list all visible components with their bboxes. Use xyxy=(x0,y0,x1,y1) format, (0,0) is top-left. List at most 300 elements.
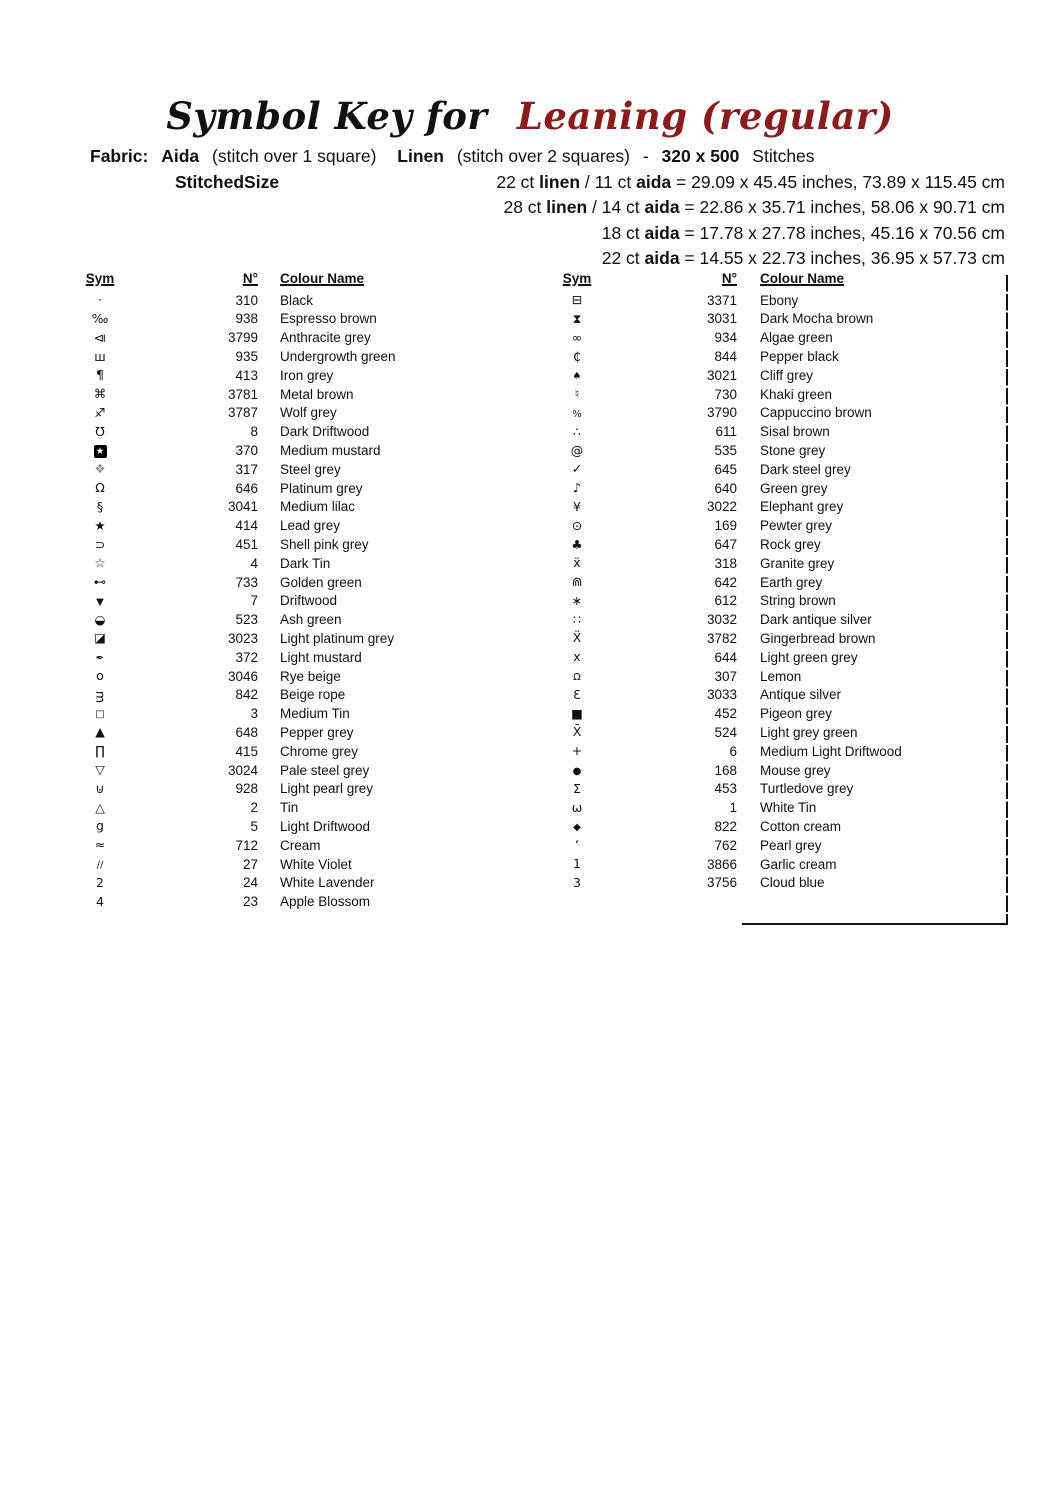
number-cell: 3799 xyxy=(227,330,258,346)
header-number xyxy=(599,272,737,286)
symbol-cell xyxy=(555,329,599,345)
number-cell: 640 xyxy=(714,480,737,496)
symbol-row xyxy=(80,347,510,366)
symbol-cell xyxy=(80,893,120,909)
symbol-row xyxy=(80,893,510,912)
symbol-row xyxy=(555,648,1008,667)
symbol-row xyxy=(80,799,510,818)
fabric-separator: - xyxy=(642,146,649,166)
table-header xyxy=(555,272,1008,291)
stitch-symbol: % xyxy=(572,408,582,420)
size-text: / 11 ct xyxy=(580,172,637,192)
symbol-cell xyxy=(555,482,599,495)
symbol-cell xyxy=(80,404,120,420)
colour-name-cell: Lead grey xyxy=(280,518,341,534)
stitch-symbol: ⧏ xyxy=(93,329,107,345)
symbol-cell xyxy=(555,517,599,533)
header-colour-name xyxy=(760,272,844,286)
symbol-cell xyxy=(80,595,120,608)
symbol-row xyxy=(80,554,510,573)
header-sym xyxy=(555,272,599,286)
number-cell: 822 xyxy=(714,818,737,834)
symbol-row xyxy=(80,629,510,648)
symbol-row xyxy=(555,291,1008,310)
stitch-symbol: ☆ xyxy=(94,555,106,571)
symbol-row xyxy=(555,874,1008,893)
symbol-cell xyxy=(555,369,599,382)
number-cell: 3787 xyxy=(227,405,258,421)
colour-name-cell: Wolf grey xyxy=(280,405,337,421)
number-cell: 523 xyxy=(235,612,258,628)
symbol-row xyxy=(80,385,510,404)
symbol-row xyxy=(80,291,510,310)
number-cell: 3024 xyxy=(227,762,258,778)
colour-name-cell: Pepper grey xyxy=(280,724,354,740)
number-cell: 644 xyxy=(714,649,737,665)
symbol-cell xyxy=(80,764,120,777)
symbol-cell xyxy=(80,310,120,326)
symbol-cell xyxy=(555,294,599,307)
number-cell: 24 xyxy=(242,875,258,891)
stitch-symbol: ⋒ xyxy=(571,574,583,590)
number-cell: 3371 xyxy=(706,292,737,308)
symbol-row xyxy=(555,592,1008,611)
number-cell: 935 xyxy=(235,349,258,365)
symbol-cell xyxy=(555,745,599,758)
symbol-cell xyxy=(555,764,599,777)
size-text: = 17.78 x 27.78 inches, 45.16 x 70.56 cm xyxy=(679,222,1005,243)
stitch-symbol: o xyxy=(96,668,104,684)
stitch-symbol: · xyxy=(98,292,102,308)
stitch-symbol: ẍ xyxy=(573,555,581,571)
number-cell: 938 xyxy=(235,311,258,327)
stitch-symbol: ᴟ xyxy=(96,686,104,702)
number-cell: 762 xyxy=(714,837,737,853)
table-body-left xyxy=(80,291,510,911)
colour-name-cell: Apple Blossom xyxy=(280,894,371,910)
colour-name-cell: Driftwood xyxy=(280,593,338,609)
symbol-cell xyxy=(80,444,120,458)
symbol-cell xyxy=(80,726,120,739)
colour-name-cell: Anthracite grey xyxy=(280,330,371,346)
number-cell: 452 xyxy=(714,706,737,722)
symbol-row xyxy=(80,517,510,536)
stitch-symbol: ≈ xyxy=(94,837,106,853)
number-cell: 3021 xyxy=(706,367,737,383)
symbol-cell xyxy=(555,576,599,589)
stitch-symbol: ¥ xyxy=(573,498,581,514)
header-colour-name-label: Colour Name xyxy=(760,271,845,286)
colour-name-cell: Medium lilac xyxy=(280,499,356,515)
stitch-symbol: ∷ xyxy=(573,611,581,627)
stitch-symbol: Ẍ xyxy=(572,630,582,646)
symbol-row xyxy=(555,517,1008,536)
size-line xyxy=(175,195,1005,220)
size-text: 22 ct xyxy=(496,172,540,192)
stitch-symbol: ⊟ xyxy=(571,292,583,308)
colour-name-cell: Platinum grey xyxy=(280,480,363,496)
stitch-symbol: ♪ xyxy=(573,480,581,496)
size-fabric-bold: linen xyxy=(546,197,588,218)
number-cell: 307 xyxy=(714,668,737,684)
number-cell: 2 xyxy=(250,800,258,816)
stitch-symbol: 2 xyxy=(96,874,104,890)
number-cell: 646 xyxy=(235,480,258,496)
symbol-row xyxy=(555,385,1008,404)
colour-name-cell: Light green grey xyxy=(760,649,858,665)
colour-name-cell: Stone grey xyxy=(760,443,826,459)
symbol-row xyxy=(555,611,1008,630)
fabric-line xyxy=(90,146,815,167)
symbol-row xyxy=(80,742,510,761)
symbol-cell xyxy=(80,611,120,627)
symbol-cell xyxy=(555,557,599,570)
number-cell: 3866 xyxy=(706,856,737,872)
colour-name-cell: Pigeon grey xyxy=(760,706,833,722)
symbol-cell xyxy=(555,780,599,796)
size-fabric-bold: aida xyxy=(644,222,680,243)
number-cell: 612 xyxy=(714,593,737,609)
size-line xyxy=(175,170,1005,195)
colour-name-cell: Chrome grey xyxy=(280,743,359,759)
number-cell: 415 xyxy=(235,743,258,759)
colour-name-cell: Dark steel grey xyxy=(760,461,851,477)
stitch-symbol: 4 xyxy=(96,893,104,909)
colour-name-cell: Metal brown xyxy=(280,386,354,402)
symbol-row xyxy=(555,366,1008,385)
symbol-row xyxy=(80,855,510,874)
number-cell: 5 xyxy=(250,818,258,834)
symbol-cell xyxy=(555,423,599,439)
number-cell: 8 xyxy=(250,424,258,440)
stitch-symbol: ∗ xyxy=(571,592,583,608)
symbol-row xyxy=(555,404,1008,423)
stitch-symbol: 3 xyxy=(573,874,581,890)
colour-name-cell: Dark antique silver xyxy=(760,612,872,628)
symbol-cell xyxy=(80,576,120,589)
number-cell: 3033 xyxy=(706,687,737,703)
number-cell: 3782 xyxy=(706,630,737,646)
number-cell: 6 xyxy=(729,743,737,759)
colour-name-cell: Dark Tin xyxy=(280,555,331,571)
stitch-symbol: ■ xyxy=(571,705,583,721)
stitch-symbol: ♐ xyxy=(94,404,106,420)
size-text: 18 ct xyxy=(601,222,645,243)
symbol-row xyxy=(80,648,510,667)
colour-name-cell: Dark Mocha brown xyxy=(760,311,874,327)
number-cell: 370 xyxy=(235,443,258,459)
colour-name-cell: Tin xyxy=(280,800,299,816)
symbol-row xyxy=(555,705,1008,724)
page-title xyxy=(0,94,1060,138)
number-cell: 318 xyxy=(714,555,737,571)
size-fabric-bold: linen xyxy=(539,172,581,192)
number-cell: 647 xyxy=(714,537,737,552)
size-text: = 14.55 x 22.73 inches, 36.95 x 57.73 cm xyxy=(679,248,1005,269)
number-cell: 168 xyxy=(714,762,737,778)
number-cell: 27 xyxy=(242,856,258,872)
colour-name-cell: Rock grey xyxy=(760,537,821,552)
stitch-symbol: ◒ xyxy=(94,611,106,627)
symbol-table-left xyxy=(80,272,510,911)
stitched-size-label: StitchedSize xyxy=(175,172,280,192)
number-cell: 3041 xyxy=(227,499,258,515)
stitch-symbol: ⊃ xyxy=(94,536,106,552)
symbol-cell xyxy=(555,463,599,476)
size-fabric-bold: aida xyxy=(644,248,680,269)
colour-name-cell: Espresso brown xyxy=(280,311,377,327)
colour-name-cell: Light Driftwood xyxy=(280,818,371,834)
number-cell: 3 xyxy=(250,706,258,722)
number-cell: 524 xyxy=(714,724,737,740)
symbol-row xyxy=(555,855,1008,874)
symbol-cell xyxy=(555,651,599,664)
fabric-option-linen-note: (stitch over 2 squares) xyxy=(456,146,630,166)
stitch-symbol: g xyxy=(96,818,104,834)
symbol-row xyxy=(80,535,510,554)
header-number-label: N° xyxy=(242,271,258,286)
number-cell: 645 xyxy=(714,461,737,477)
number-cell: 7 xyxy=(250,593,258,609)
symbol-cell xyxy=(555,799,599,815)
symbol-cell xyxy=(80,517,120,533)
symbol-row xyxy=(80,329,510,348)
stitch-symbol: △ xyxy=(95,799,105,815)
symbol-cell xyxy=(80,632,120,645)
number-cell: 317 xyxy=(235,461,258,477)
colour-name-cell: Medium Tin xyxy=(280,706,350,722)
colour-name-cell: Earth grey xyxy=(760,574,823,590)
number-cell: 23 xyxy=(242,894,258,910)
size-line xyxy=(175,221,1005,246)
symbol-row xyxy=(555,836,1008,855)
symbol-row xyxy=(555,310,1008,329)
number-cell: 730 xyxy=(714,386,737,402)
symbol-cell xyxy=(555,498,599,514)
symbol-cell xyxy=(80,799,120,815)
symbol-cell xyxy=(80,686,120,702)
colour-name-cell: Ash green xyxy=(280,612,342,628)
symbol-row xyxy=(555,347,1008,366)
title-pattern-name: Leaning (regular) xyxy=(516,94,894,138)
stitch-symbol: ✓ xyxy=(571,461,583,477)
colour-name-cell: Pepper black xyxy=(760,349,839,365)
swatch-column-bottom-border xyxy=(742,923,1008,925)
stitch-count: 320 x 500 xyxy=(661,146,740,166)
stitch-symbol: ▼ xyxy=(96,596,104,608)
symbol-row xyxy=(80,686,510,705)
fabric-option-aida: Aida xyxy=(161,146,200,166)
symbol-cell xyxy=(555,632,599,645)
number-cell: 3046 xyxy=(227,668,258,684)
number-cell: 928 xyxy=(235,781,258,797)
symbol-cell xyxy=(555,874,599,890)
colour-name-cell: Algae green xyxy=(760,330,833,346)
symbol-row xyxy=(80,780,510,799)
symbol-row xyxy=(80,423,510,442)
symbol-cell xyxy=(555,670,599,683)
symbol-row xyxy=(555,554,1008,573)
stitch-symbol: ▽ xyxy=(95,762,105,778)
symbol-row xyxy=(555,423,1008,442)
number-cell: 648 xyxy=(235,724,258,740)
symbol-row xyxy=(555,799,1008,818)
stitch-symbol: ∏ xyxy=(95,743,105,759)
stitch-symbol: ♠ xyxy=(572,371,582,383)
stitch-symbol: Ω xyxy=(573,671,581,683)
number-cell: 934 xyxy=(714,330,737,346)
symbol-cell xyxy=(80,557,120,570)
number-cell: 712 xyxy=(235,837,258,853)
table-header xyxy=(80,272,510,291)
colour-name-cell: Mouse grey xyxy=(760,762,831,778)
stitch-count-suffix: Stitches xyxy=(752,146,815,166)
symbol-cell xyxy=(80,839,120,852)
colour-name-cell: Green grey xyxy=(760,480,828,496)
symbol-cell xyxy=(80,874,120,890)
stitch-symbol: ∕∕ xyxy=(96,859,104,871)
symbol-row xyxy=(555,761,1008,780)
symbol-cell xyxy=(80,482,120,495)
stitch-symbol: ◪ xyxy=(94,630,106,646)
symbol-cell xyxy=(555,686,599,702)
header-colour-name-label: Colour Name xyxy=(280,271,365,286)
symbol-row xyxy=(80,723,510,742)
stitch-symbol: ⊷ xyxy=(93,574,107,590)
number-cell: 3031 xyxy=(706,311,737,327)
colour-name-cell: Pearl grey xyxy=(760,837,822,853)
colour-name-cell: Beige rope xyxy=(280,687,346,703)
symbol-cell xyxy=(80,329,120,345)
stitch-symbol: ∞ xyxy=(571,329,583,345)
stitch-symbol: □ xyxy=(95,709,105,721)
symbol-row xyxy=(555,498,1008,517)
colour-name-cell: Rye beige xyxy=(280,668,341,684)
stitch-symbol: 1 xyxy=(573,856,581,872)
symbol-cell xyxy=(80,780,120,796)
symbol-row xyxy=(555,573,1008,592)
stitch-symbol: x xyxy=(573,649,581,665)
colour-name-cell: Garlic cream xyxy=(760,856,837,872)
symbol-row xyxy=(80,874,510,893)
symbol-row xyxy=(555,441,1008,460)
symbol-cell xyxy=(80,348,120,364)
colour-name-cell: Granite grey xyxy=(760,555,835,571)
symbol-cell xyxy=(80,820,120,833)
colour-name-cell: Elephant grey xyxy=(760,499,844,515)
number-cell: 3756 xyxy=(706,875,737,891)
header-colour-name xyxy=(280,272,364,286)
size-text: 22 ct xyxy=(601,248,645,269)
stitch-symbol: ₵ xyxy=(573,348,581,364)
symbol-cell xyxy=(555,611,599,627)
symbol-row xyxy=(80,836,510,855)
symbol-cell xyxy=(555,592,599,608)
symbol-cell xyxy=(80,670,120,683)
size-fabric-bold: aida xyxy=(644,197,680,218)
symbol-row xyxy=(80,592,510,611)
stitched-size-block xyxy=(175,170,1005,272)
header-sym-label: Sym xyxy=(562,271,592,286)
number-cell: 451 xyxy=(235,537,258,552)
stitch-symbol: ⊙ xyxy=(571,517,583,533)
symbol-row xyxy=(80,441,510,460)
symbol-row xyxy=(80,573,510,592)
stitch-symbol: ¶ xyxy=(96,367,104,383)
number-cell: 4 xyxy=(250,555,258,571)
symbol-row xyxy=(555,667,1008,686)
symbol-cell xyxy=(555,839,599,852)
number-cell: 3023 xyxy=(227,630,258,646)
number-cell: 372 xyxy=(235,649,258,665)
symbol-row xyxy=(555,723,1008,742)
stitch-symbol: ⌘ xyxy=(93,386,107,402)
colour-name-cell: Gingerbread brown xyxy=(760,630,876,646)
colour-name-cell: Turtledove grey xyxy=(760,781,854,797)
colour-name-cell: String brown xyxy=(760,593,836,609)
symbol-cell xyxy=(555,407,599,420)
symbol-cell xyxy=(80,498,120,514)
symbol-row xyxy=(555,329,1008,348)
colour-name-cell: Cappuccino brown xyxy=(760,405,872,421)
stitch-symbol: ʻ xyxy=(575,837,579,853)
colour-name-cell: Black xyxy=(280,292,314,308)
stitch-symbol: ‰ xyxy=(91,310,109,326)
symbol-cell xyxy=(555,858,599,871)
colour-name-cell: Antique silver xyxy=(760,687,842,703)
colour-name-cell: Light pearl grey xyxy=(280,781,374,797)
symbol-row xyxy=(555,742,1008,761)
stitch-symbol: ш xyxy=(94,348,106,364)
symbol-cell xyxy=(80,423,120,439)
stitch-symbol: ℧ xyxy=(95,423,105,439)
stitch-symbol: Ω xyxy=(95,480,105,496)
symbol-cell xyxy=(555,705,599,721)
colour-name-cell: Cliff grey xyxy=(760,367,814,383)
number-cell: 1 xyxy=(729,800,737,816)
colour-name-cell: Golden green xyxy=(280,574,362,590)
stitch-symbol: Σ xyxy=(573,780,581,796)
stitch-symbol: X̄ xyxy=(572,724,582,740)
stitch-symbol: ⊍ xyxy=(95,780,105,796)
symbol-cell xyxy=(80,369,120,382)
symbol-row xyxy=(80,817,510,836)
number-cell: 733 xyxy=(235,574,258,590)
stitch-symbol: Ɛ xyxy=(573,686,581,702)
stitch-symbol: ♮ xyxy=(574,386,580,402)
number-cell: 169 xyxy=(714,518,737,534)
symbol-row xyxy=(555,629,1008,648)
colour-name-cell: White Tin xyxy=(760,800,817,816)
symbol-row xyxy=(80,761,510,780)
colour-name-cell: Medium mustard xyxy=(280,443,381,459)
stitch-symbol: @ xyxy=(570,442,584,458)
symbol-row xyxy=(555,817,1008,836)
symbol-cell xyxy=(555,348,599,364)
colour-name-cell: Light grey green xyxy=(760,724,858,740)
symbol-cell xyxy=(555,388,599,401)
header-number xyxy=(120,272,258,286)
symbol-row xyxy=(80,366,510,385)
number-cell: 310 xyxy=(235,292,258,308)
colour-name-cell: Undergrowth green xyxy=(280,349,396,365)
stitch-symbol: ✒ xyxy=(95,653,105,665)
symbol-cell xyxy=(80,858,120,871)
header-sym xyxy=(80,272,120,286)
symbol-cell xyxy=(80,388,120,401)
symbol-cell xyxy=(80,536,120,552)
colour-name-cell: Cream xyxy=(280,837,321,853)
